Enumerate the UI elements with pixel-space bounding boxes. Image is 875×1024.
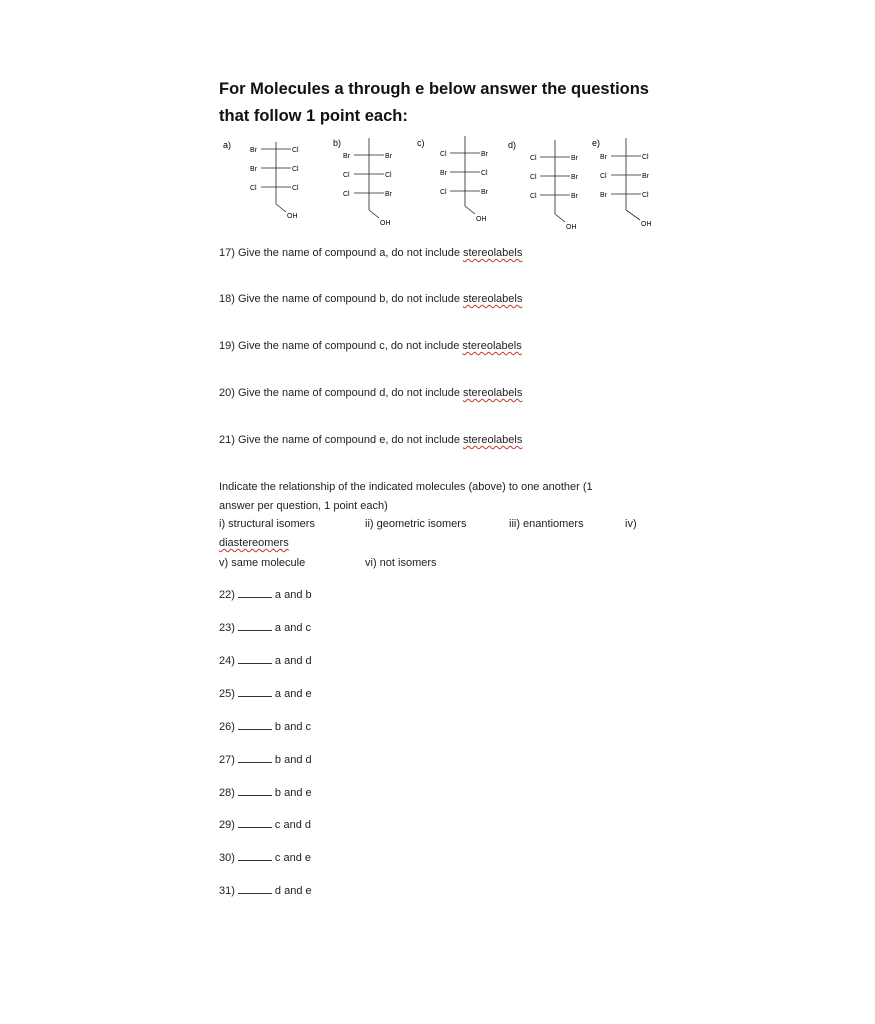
option-same-molecule: v) same molecule: [219, 557, 306, 569]
molecule-c-label: c): [417, 138, 425, 148]
molecule-d: [508, 140, 579, 231]
answer-blank-24[interactable]: [238, 654, 272, 664]
molecule-a-r3-left: Cl: [250, 185, 257, 192]
question-18: [219, 293, 522, 305]
question-22-number: 22): [219, 589, 235, 601]
molecule-c-r1-left: Cl: [440, 151, 447, 158]
question-27-number: 27): [219, 754, 235, 766]
molecule-e-r1-right: Cl: [642, 154, 649, 161]
molecule-e-r3-right: Cl: [642, 192, 649, 199]
molecule-c-r3-right: Br: [481, 189, 488, 196]
question-23-pair: a and c: [274, 622, 311, 634]
question-24-pair: a and d: [274, 655, 312, 667]
question-29-number: 29): [219, 819, 235, 831]
molecule-e-oh: OH: [641, 221, 652, 228]
question-18-text: 18) Give the name of compound b, do not include: [219, 293, 463, 305]
question-24: [219, 654, 312, 667]
molecule-b: [333, 138, 393, 227]
question-28-pair: b and e: [274, 787, 312, 799]
question-31: [219, 884, 312, 897]
molecule-a: [223, 140, 299, 220]
molecule-c-r2-right: Cl: [481, 170, 488, 177]
question-18-stereolabels: stereolabels: [463, 293, 523, 305]
question-31-pair: d and e: [274, 885, 312, 897]
answer-blank-26[interactable]: [238, 720, 272, 730]
molecule-e-r3-left: Br: [600, 192, 607, 199]
molecule-d-r3-left: Cl: [530, 193, 537, 200]
question-30: [219, 851, 311, 864]
question-22: [219, 588, 312, 601]
molecule-b-r1-left: Br: [343, 153, 350, 160]
question-21-stereolabels: stereolabels: [463, 434, 523, 446]
answer-blank-23[interactable]: [238, 621, 272, 631]
answer-blank-27[interactable]: [238, 753, 272, 763]
answer-blank-29[interactable]: [238, 818, 272, 828]
molecule-b-r3-right: Br: [385, 191, 392, 198]
question-27: [219, 753, 312, 766]
molecule-c: [417, 136, 489, 223]
option-geometric-isomers: ii) geometric isomers: [365, 518, 467, 530]
question-29-pair: c and d: [274, 819, 311, 831]
question-22-pair: a and b: [274, 589, 312, 601]
molecule-d-r2-right: Br: [571, 174, 578, 181]
molecule-a-r3-right: Cl: [292, 185, 299, 192]
molecule-b-label: b): [333, 138, 342, 148]
option-iv-label: iv): [625, 518, 637, 530]
question-30-number: 30): [219, 852, 235, 864]
question-30-pair: c and e: [274, 852, 311, 864]
molecule-c-r3-left: Cl: [440, 189, 447, 196]
option-not-isomers: vi) not isomers: [365, 557, 437, 569]
question-26-pair: b and c: [274, 721, 311, 733]
question-25-pair: a and e: [274, 688, 312, 700]
question-17-text: 17) Give the name of compound a, do not include: [219, 247, 463, 259]
answer-blank-31[interactable]: [238, 884, 272, 894]
molecule-e-r2-left: Cl: [600, 173, 607, 180]
question-25-number: 25): [219, 688, 235, 700]
question-17-stereolabels: stereolabels: [463, 247, 523, 259]
molecule-d-r1-left: Cl: [530, 155, 537, 162]
question-20-text: 20) Give the name of compound d, do not include: [219, 387, 463, 399]
molecule-d-r3-right: Br: [571, 193, 578, 200]
option-structural-isomers: i) structural isomers: [219, 518, 315, 530]
title-line-2: that follow 1 point each:: [219, 107, 408, 125]
question-26-number: 26): [219, 721, 235, 733]
question-21: [219, 434, 522, 446]
question-23-number: 23): [219, 622, 235, 634]
option-enantiomers: iii) enantiomers: [509, 518, 584, 530]
question-31-number: 31): [219, 885, 235, 897]
question-28: [219, 786, 312, 799]
question-27-pair: b and d: [274, 754, 312, 766]
question-21-text: 21) Give the name of compound e, do not include: [219, 434, 463, 446]
molecule-c-oh: OH: [476, 216, 487, 223]
fischer-projections: [210, 134, 670, 234]
molecule-a-oh: OH: [287, 213, 298, 220]
option-diastereomers: diastereomers: [219, 537, 289, 549]
question-25: [219, 687, 312, 700]
answer-blank-22[interactable]: [238, 588, 272, 598]
question-20: [219, 387, 522, 399]
molecule-a-r1-left: Br: [250, 147, 257, 154]
molecule-e-r1-left: Br: [600, 154, 607, 161]
molecule-b-r3-left: Cl: [343, 191, 350, 198]
answer-blank-30[interactable]: [238, 851, 272, 861]
question-23: [219, 621, 311, 634]
answer-blank-25[interactable]: [238, 687, 272, 697]
molecule-d-oh: OH: [566, 224, 577, 231]
relationship-intro-line-2: answer per question, 1 point each): [219, 500, 388, 512]
question-19: [219, 340, 522, 352]
molecule-b-r1-right: Br: [385, 153, 392, 160]
molecule-e-label: e): [592, 138, 601, 148]
molecule-c-r2-left: Br: [440, 170, 447, 177]
question-26: [219, 720, 311, 733]
molecule-e-r2-right: Br: [642, 173, 649, 180]
question-19-text: 19) Give the name of compound c, do not include: [219, 340, 463, 352]
question-20-stereolabels: stereolabels: [463, 387, 523, 399]
question-24-number: 24): [219, 655, 235, 667]
molecule-a-label: a): [223, 140, 232, 150]
molecule-d-label: d): [508, 140, 517, 150]
molecule-d-r1-right: Br: [571, 155, 578, 162]
question-29: [219, 818, 311, 831]
molecule-c-r1-right: Br: [481, 151, 488, 158]
question-28-number: 28): [219, 787, 235, 799]
question-17: [219, 247, 522, 259]
molecule-b-r2-left: Cl: [343, 172, 350, 179]
molecule-a-r2-left: Br: [250, 166, 257, 173]
molecule-a-r1-right: Cl: [292, 147, 299, 154]
molecule-a-r2-right: Cl: [292, 166, 299, 173]
molecule-b-r2-right: Cl: [385, 172, 392, 179]
molecule-e: [592, 138, 652, 228]
answer-blank-28[interactable]: [238, 786, 272, 796]
molecule-b-oh: OH: [380, 220, 391, 227]
relationship-intro-line-1: Indicate the relationship of the indicated molecules (above) to one another (1: [219, 481, 593, 493]
title-line-1: For Molecules a through e below answer the questions: [219, 80, 649, 98]
question-19-stereolabels: stereolabels: [462, 340, 522, 352]
molecule-d-r2-left: Cl: [530, 174, 537, 181]
